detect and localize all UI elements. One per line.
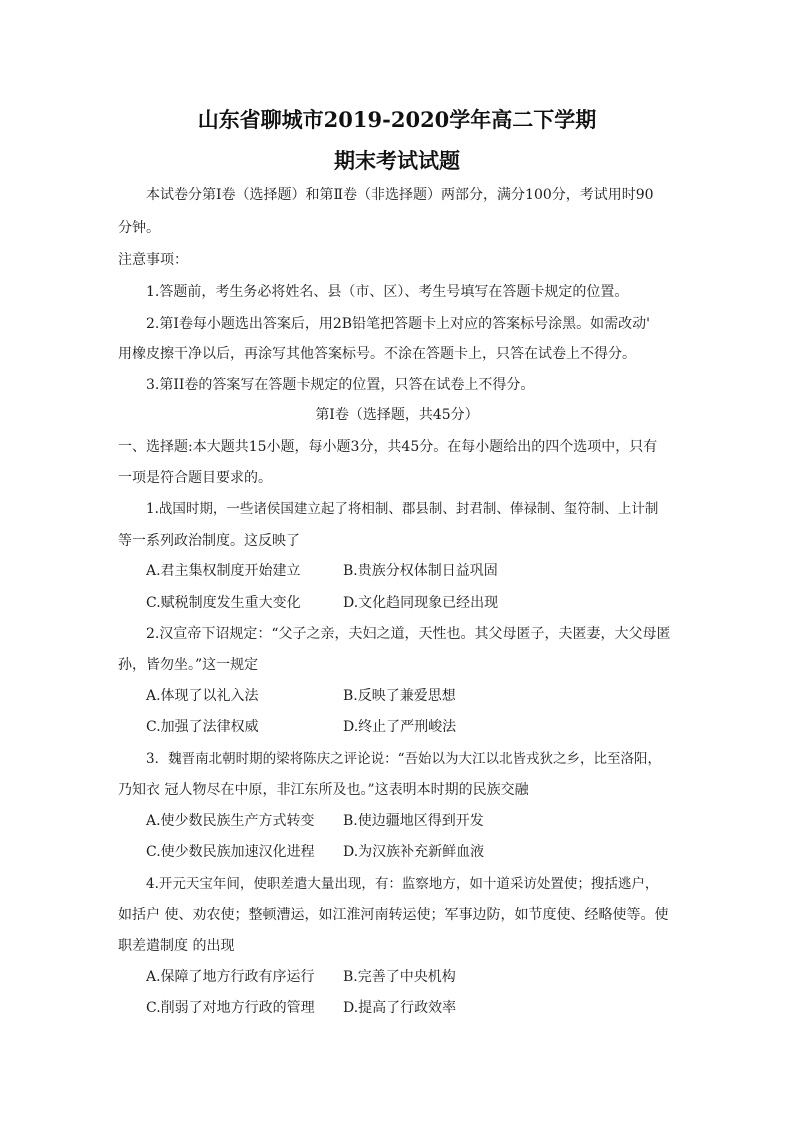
exam-title-line1: 山东省聊城市2019-2020学年高二下学期 (197, 107, 597, 132)
question-4-option-c: C.削弱了对地方行政的管理 (146, 1000, 315, 1016)
question-1-option-b: B.贵族分权体制日益巩固 (343, 563, 498, 579)
exam-title-line2: 期末考试试题 (334, 148, 460, 173)
question-1-option-a: A.君主集权制度开始建立 (146, 563, 301, 579)
question-4-stem-line1: 4.开元天宝年间，使职差遣大量出现，有：监察地方，如十道采访处置使；搜括逃户， (146, 876, 659, 892)
question-4-option-a: A.保障了地方行政有序运行 (146, 969, 315, 985)
question-3-stem-line1: 3．魏晋南北朝时期的梁将陈庆之评论说：“吾始以为大江以北皆戎狄之乡，比至洛阳， (146, 751, 661, 767)
question-2-option-b: B.反映了兼爱思想 (343, 688, 456, 704)
note-1: 1.答题前，考生务必将姓名、县（市、区）、考生号填写在答题卡规定的位置。 (146, 284, 629, 300)
question-4-stem-line3: 职差遣制度 的出现 (118, 938, 235, 954)
note-2-line2: 用橡皮擦干净以后，再涂写其他答案标号。不涂在答题卡上，只答在试卷上不得分。 (118, 346, 636, 362)
question-2-option-a: A.体现了以礼入法 (146, 688, 259, 704)
question-4-option-d: D.提高了行政效率 (343, 1000, 457, 1016)
question-3-option-b: B.使边疆地区得到开发 (343, 813, 484, 829)
question-3-option-a: A.使少数民族生产方式转变 (146, 813, 315, 829)
note-2-line1: 2.第Ⅰ卷每小题选出答案后，用2B铅笔把答题卡上对应的答案标号涂黑。如需改动' (146, 316, 650, 332)
question-4-stem-line2: 如括户 使、劝农使；整顿漕运，如江淮河南转运使；军事边防，如节度使、经略使等。使 (118, 907, 669, 923)
question-3-option-c: C.使少数民族加速汉化进程 (146, 844, 315, 860)
notes-heading: 注意事项： (118, 252, 188, 268)
question-1-stem-line2: 等一系列政治制度。这反映了 (118, 533, 300, 549)
question-2-option-c: C.加强了法律权威 (146, 719, 259, 735)
question-2-option-d: D.终止了严刑峻法 (343, 719, 457, 735)
question-1-option-d: D.文化趋同现象已经出现 (343, 595, 499, 611)
section-title: 第Ⅰ卷（选择题，共45分） (315, 407, 479, 423)
instruction-line1: 一、选择题:本大题共15小题，每小题3分，共45分。在每小题给出的四个选项中，只有 (118, 439, 658, 455)
question-3-option-d: D.为汉族补充新鲜血液 (343, 844, 485, 860)
question-2-stem-line2: 孙，皆勿坐。”这一规定 (118, 657, 259, 673)
intro-line2: 分钟。 (118, 220, 160, 236)
question-4-option-b: B.完善了中央机构 (343, 969, 456, 985)
question-1-stem-line1: 1.战国时期，一些诸侯国建立起了将相制、郡县制、封君制、俸禄制、玺符制、上计制 (146, 501, 659, 517)
instruction-line2: 一项是符合题目要求的。 (118, 470, 272, 486)
question-1-option-c: C.赋税制度发生重大变化 (146, 595, 301, 611)
intro-line1: 本试卷分第Ⅰ卷（选择题）和第Ⅱ卷（非选择题）两部分，满分100分，考试用时90 (146, 187, 654, 203)
question-2-stem-line1: 2.汉宣帝下诏规定：“父子之亲，夫妇之道，天性也。其父母匿子，夫匿妻，大父母匿 (146, 626, 671, 642)
question-3-stem-line2: 乃知衣 冠人物尽在中原，非江东所及也。”这表明本时期的民族交融 (118, 782, 529, 798)
note-3: 3.第II卷的答案写在答题卡规定的位置，只答在试卷上不得分。 (146, 377, 535, 393)
